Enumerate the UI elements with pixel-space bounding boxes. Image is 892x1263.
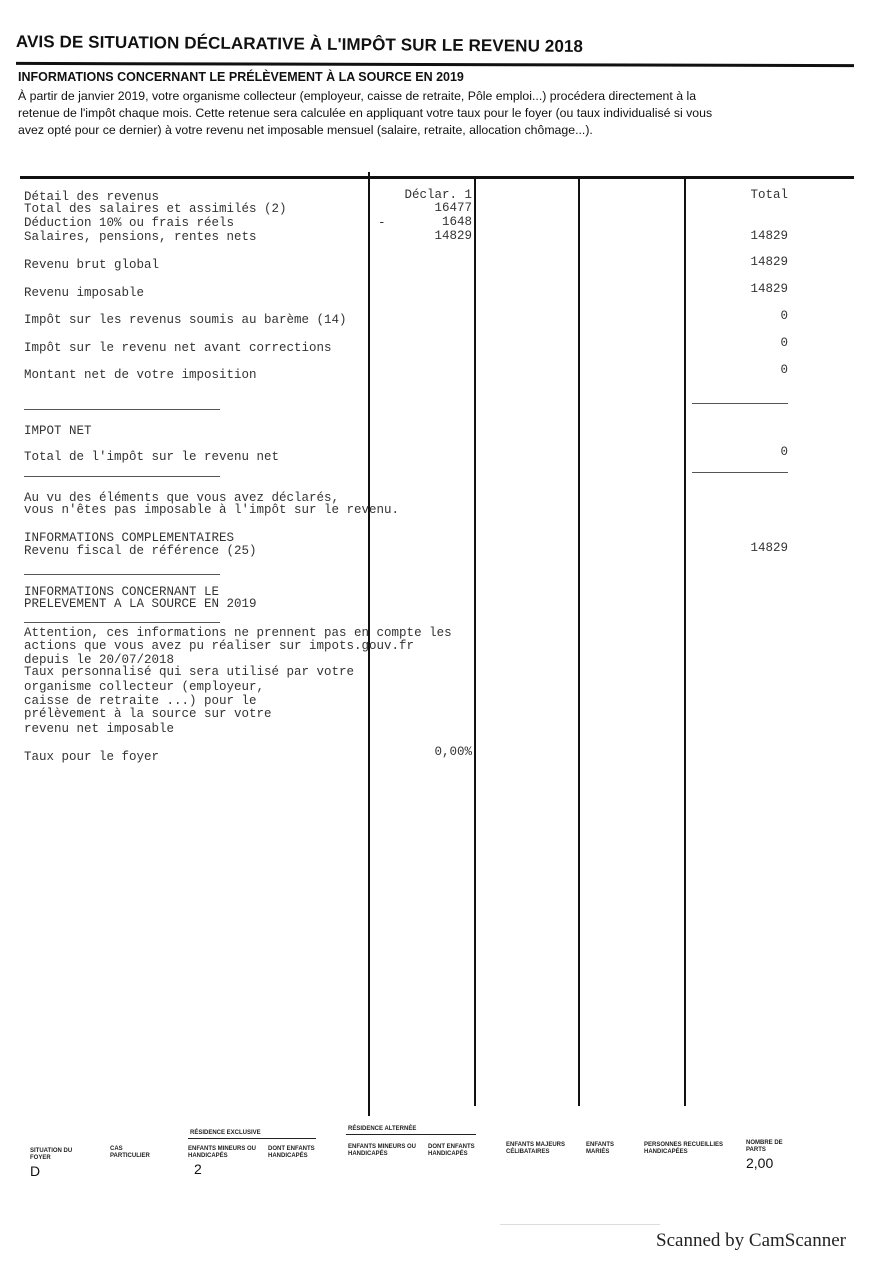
rfr-value: 14829 — [750, 541, 788, 555]
total-separator — [692, 403, 788, 404]
attention-line: actions que vous avez pu réaliser sur impots.gouv.fr — [24, 639, 415, 653]
recueillies-label: PERSONNES RECUEILLIES HANDICAPÉES — [644, 1142, 724, 1155]
row-declar-value: 16477 — [434, 201, 472, 215]
total-column-header: Total — [750, 188, 788, 202]
row-label: Déduction 10% ou frais réels — [24, 216, 235, 230]
title-rule — [16, 62, 854, 67]
section-separator — [24, 409, 220, 410]
row-total-value: 0 — [780, 336, 788, 350]
majeurs-label: ENFANTS MAJEURS CÉLIBATAIRES — [506, 1142, 566, 1155]
column-divider — [578, 176, 580, 1106]
group-label-alternee: RÉSIDENCE ALTERNÉE — [348, 1126, 417, 1132]
document-title: AVIS DE SITUATION DÉCLARATIVE À L'IMPÔT SUR LE REVENU 2018 — [15, 32, 584, 56]
detail-title: Détail des revenus — [24, 190, 160, 204]
row-label: Revenu brut global — [24, 258, 160, 272]
row-total-value: 0 — [780, 309, 788, 323]
situation-label: SITUATION DU FOYER — [30, 1148, 73, 1161]
non-imposable-line: vous n'êtes pas imposable à l'impôt sur le revenu. — [24, 503, 400, 517]
table-top-rule — [20, 176, 854, 179]
attention-line: Taux personnalisé qui sera utilisé par votre — [24, 665, 355, 679]
column-divider — [474, 176, 476, 1106]
section-subtitle: INFORMATIONS CONCERNANT LE PRÉLÈVEMENT À LA SOURCE EN 2019 — [18, 70, 464, 84]
section-separator — [24, 476, 220, 477]
parts-value: 2,00 — [746, 1155, 774, 1171]
group-rule — [346, 1134, 476, 1135]
attention-line: Attention, ces informations ne prennent pas en compte les — [24, 626, 452, 640]
taux-label: Taux pour le foyer — [24, 750, 160, 764]
group-label-exclusive: RÉSIDENCE EXCLUSIVE — [190, 1130, 261, 1136]
row-label: Montant net de votre imposition — [24, 368, 257, 382]
pas-title-line: INFORMATIONS CONCERNANT LE — [24, 585, 220, 599]
scan-artifact-line — [500, 1224, 660, 1225]
total-separator — [692, 472, 788, 473]
rfr-label: Revenu fiscal de référence (25) — [24, 544, 257, 558]
row-label: Revenu imposable — [24, 286, 145, 300]
impot-net-title: IMPOT NET — [24, 424, 92, 438]
attention-line: prélèvement à la source sur votre — [24, 707, 272, 721]
row-label: Salaires, pensions, rentes nets — [24, 230, 257, 244]
group-rule — [188, 1138, 316, 1139]
taux-value: 0,00% — [434, 745, 472, 759]
declar-column-header: Déclar. 1 — [404, 188, 472, 202]
dont-handi-label: DONT ENFANTS HANDICAPÉS — [268, 1146, 315, 1159]
row-declar-value: 1648 — [441, 215, 472, 229]
column-divider — [684, 176, 686, 1106]
scanner-watermark: Scanned by CamScanner — [656, 1230, 846, 1251]
enf-mineurs-label: ENFANTS MINEURS OU HANDICAPÉS — [188, 1146, 257, 1159]
maries-label: ENFANTS MARIÉS — [586, 1142, 615, 1155]
intro-line: avez opté pour ce dernier) à votre revenu net imposable mensuel (salaire, retraite, allocation chômage...). — [18, 123, 593, 137]
total-impot-value: 0 — [780, 445, 788, 459]
intro-line: À partir de janvier 2019, votre organisme collecteur (employeur, caisse de retraite, Pôle emploi...) procédera directement à la — [18, 89, 697, 103]
row-label: Impôt sur le revenu net avant corrections — [24, 341, 332, 355]
row-declar-value: 14829 — [434, 229, 472, 243]
attention-line: organisme collecteur (employeur, — [24, 680, 265, 694]
pas-title-line: PRELEVEMENT A LA SOURCE EN 2019 — [24, 597, 257, 611]
parts-label: NOMBRE DE PARTS — [746, 1140, 783, 1153]
row-total-value: 14829 — [750, 229, 788, 243]
alt-enf-mineurs-label: ENFANTS MINEURS OU HANDICAPÉS — [348, 1144, 417, 1157]
section-separator — [24, 574, 220, 575]
intro-paragraph — [18, 88, 858, 139]
total-impot-label: Total de l'impôt sur le revenu net — [24, 450, 280, 464]
row-label: Impôt sur les revenus soumis au barème (14) — [24, 313, 347, 327]
minus-sign: - — [378, 216, 386, 230]
complementaires-title: INFORMATIONS COMPLEMENTAIRES — [24, 531, 235, 545]
attention-line: depuis le 20/07/2018 — [24, 653, 175, 667]
intro-line: retenue de l'impôt chaque mois. Cette retenue sera calculée en appliquant votre taux pour le foyer (ou taux individualisé si vous — [18, 106, 713, 120]
cas-label: CAS PARTICULIER — [110, 1146, 150, 1159]
section-separator — [24, 622, 220, 623]
enf-mineurs-value: 2 — [194, 1161, 202, 1177]
alt-dont-handi-label: DONT ENFANTS HANDICAPÉS — [428, 1144, 475, 1157]
row-total-value: 14829 — [750, 282, 788, 296]
non-imposable-line: Au vu des éléments que vous avez déclarés, — [24, 491, 340, 505]
row-total-value: 14829 — [750, 255, 788, 269]
attention-line: revenu net imposable — [24, 722, 175, 736]
attention-line: caisse de retraite ...) pour le — [24, 694, 257, 708]
row-label: Total des salaires et assimilés (2) — [24, 202, 287, 216]
situation-value: D — [30, 1163, 41, 1179]
row-total-value: 0 — [780, 363, 788, 377]
